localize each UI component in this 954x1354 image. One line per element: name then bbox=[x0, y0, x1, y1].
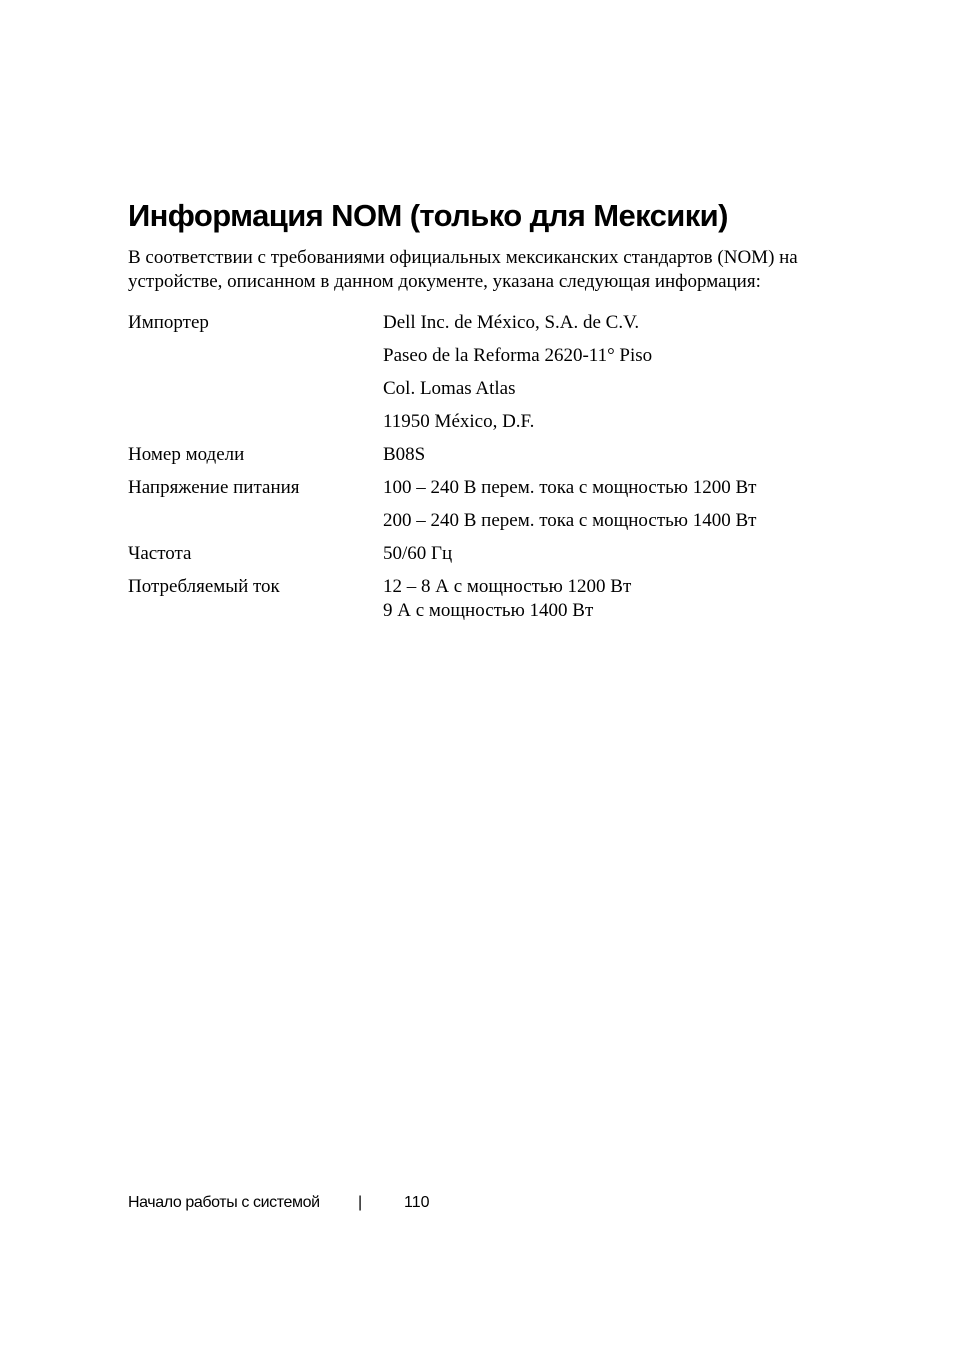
spec-values bbox=[383, 575, 848, 623]
spec-label: Номер модели bbox=[128, 444, 245, 465]
intro-line: устройстве, описанном в данном документе, указана следующая информация: bbox=[128, 271, 761, 292]
page-title: Информация NOM (только для Мексики) bbox=[128, 198, 728, 233]
spec-value: 100 – 240 В перем. тока с мощностью 1200 Вт bbox=[383, 477, 757, 498]
spec-values bbox=[383, 476, 848, 533]
footer-section-title: Начало работы с системой bbox=[128, 1194, 320, 1211]
spec-row-frequency bbox=[128, 542, 848, 575]
intro-paragraph bbox=[128, 246, 868, 294]
spec-row-supply-voltage bbox=[128, 476, 848, 542]
spec-value: Paseo de la Reforma 2620-11° Piso bbox=[383, 345, 653, 366]
spec-values bbox=[383, 311, 848, 434]
spec-value: B08S bbox=[383, 444, 426, 465]
spec-values bbox=[383, 443, 848, 467]
spec-value: 12 – 8 А с мощностью 1200 Вт bbox=[383, 576, 632, 597]
spec-row-model-number bbox=[128, 443, 848, 476]
intro-line: В соответствии с требованиями официальных мексиканских стандартов (NOM) на bbox=[128, 247, 798, 268]
spec-row-importer bbox=[128, 311, 848, 443]
spec-value: 50/60 Гц bbox=[383, 543, 453, 564]
spec-values bbox=[383, 542, 848, 566]
spec-label: Импортер bbox=[128, 312, 209, 333]
spec-label: Частота bbox=[128, 543, 192, 564]
page-number: 110 bbox=[404, 1194, 430, 1211]
spec-value: 11950 México, D.F. bbox=[383, 411, 535, 432]
footer-separator: | bbox=[358, 1194, 363, 1211]
spec-value: 9 А с мощностью 1400 Вт bbox=[383, 600, 594, 621]
spec-value: Col. Lomas Atlas bbox=[383, 378, 516, 399]
spec-table bbox=[128, 311, 848, 632]
spec-value: Dell Inc. de México, S.A. de C.V. bbox=[383, 312, 640, 333]
spec-label: Напряжение питания bbox=[128, 477, 300, 498]
spec-label: Потребляемый ток bbox=[128, 576, 280, 597]
spec-row-current-draw bbox=[128, 575, 848, 632]
spec-value: 200 – 240 В перем. тока с мощностью 1400 Вт bbox=[383, 510, 757, 531]
